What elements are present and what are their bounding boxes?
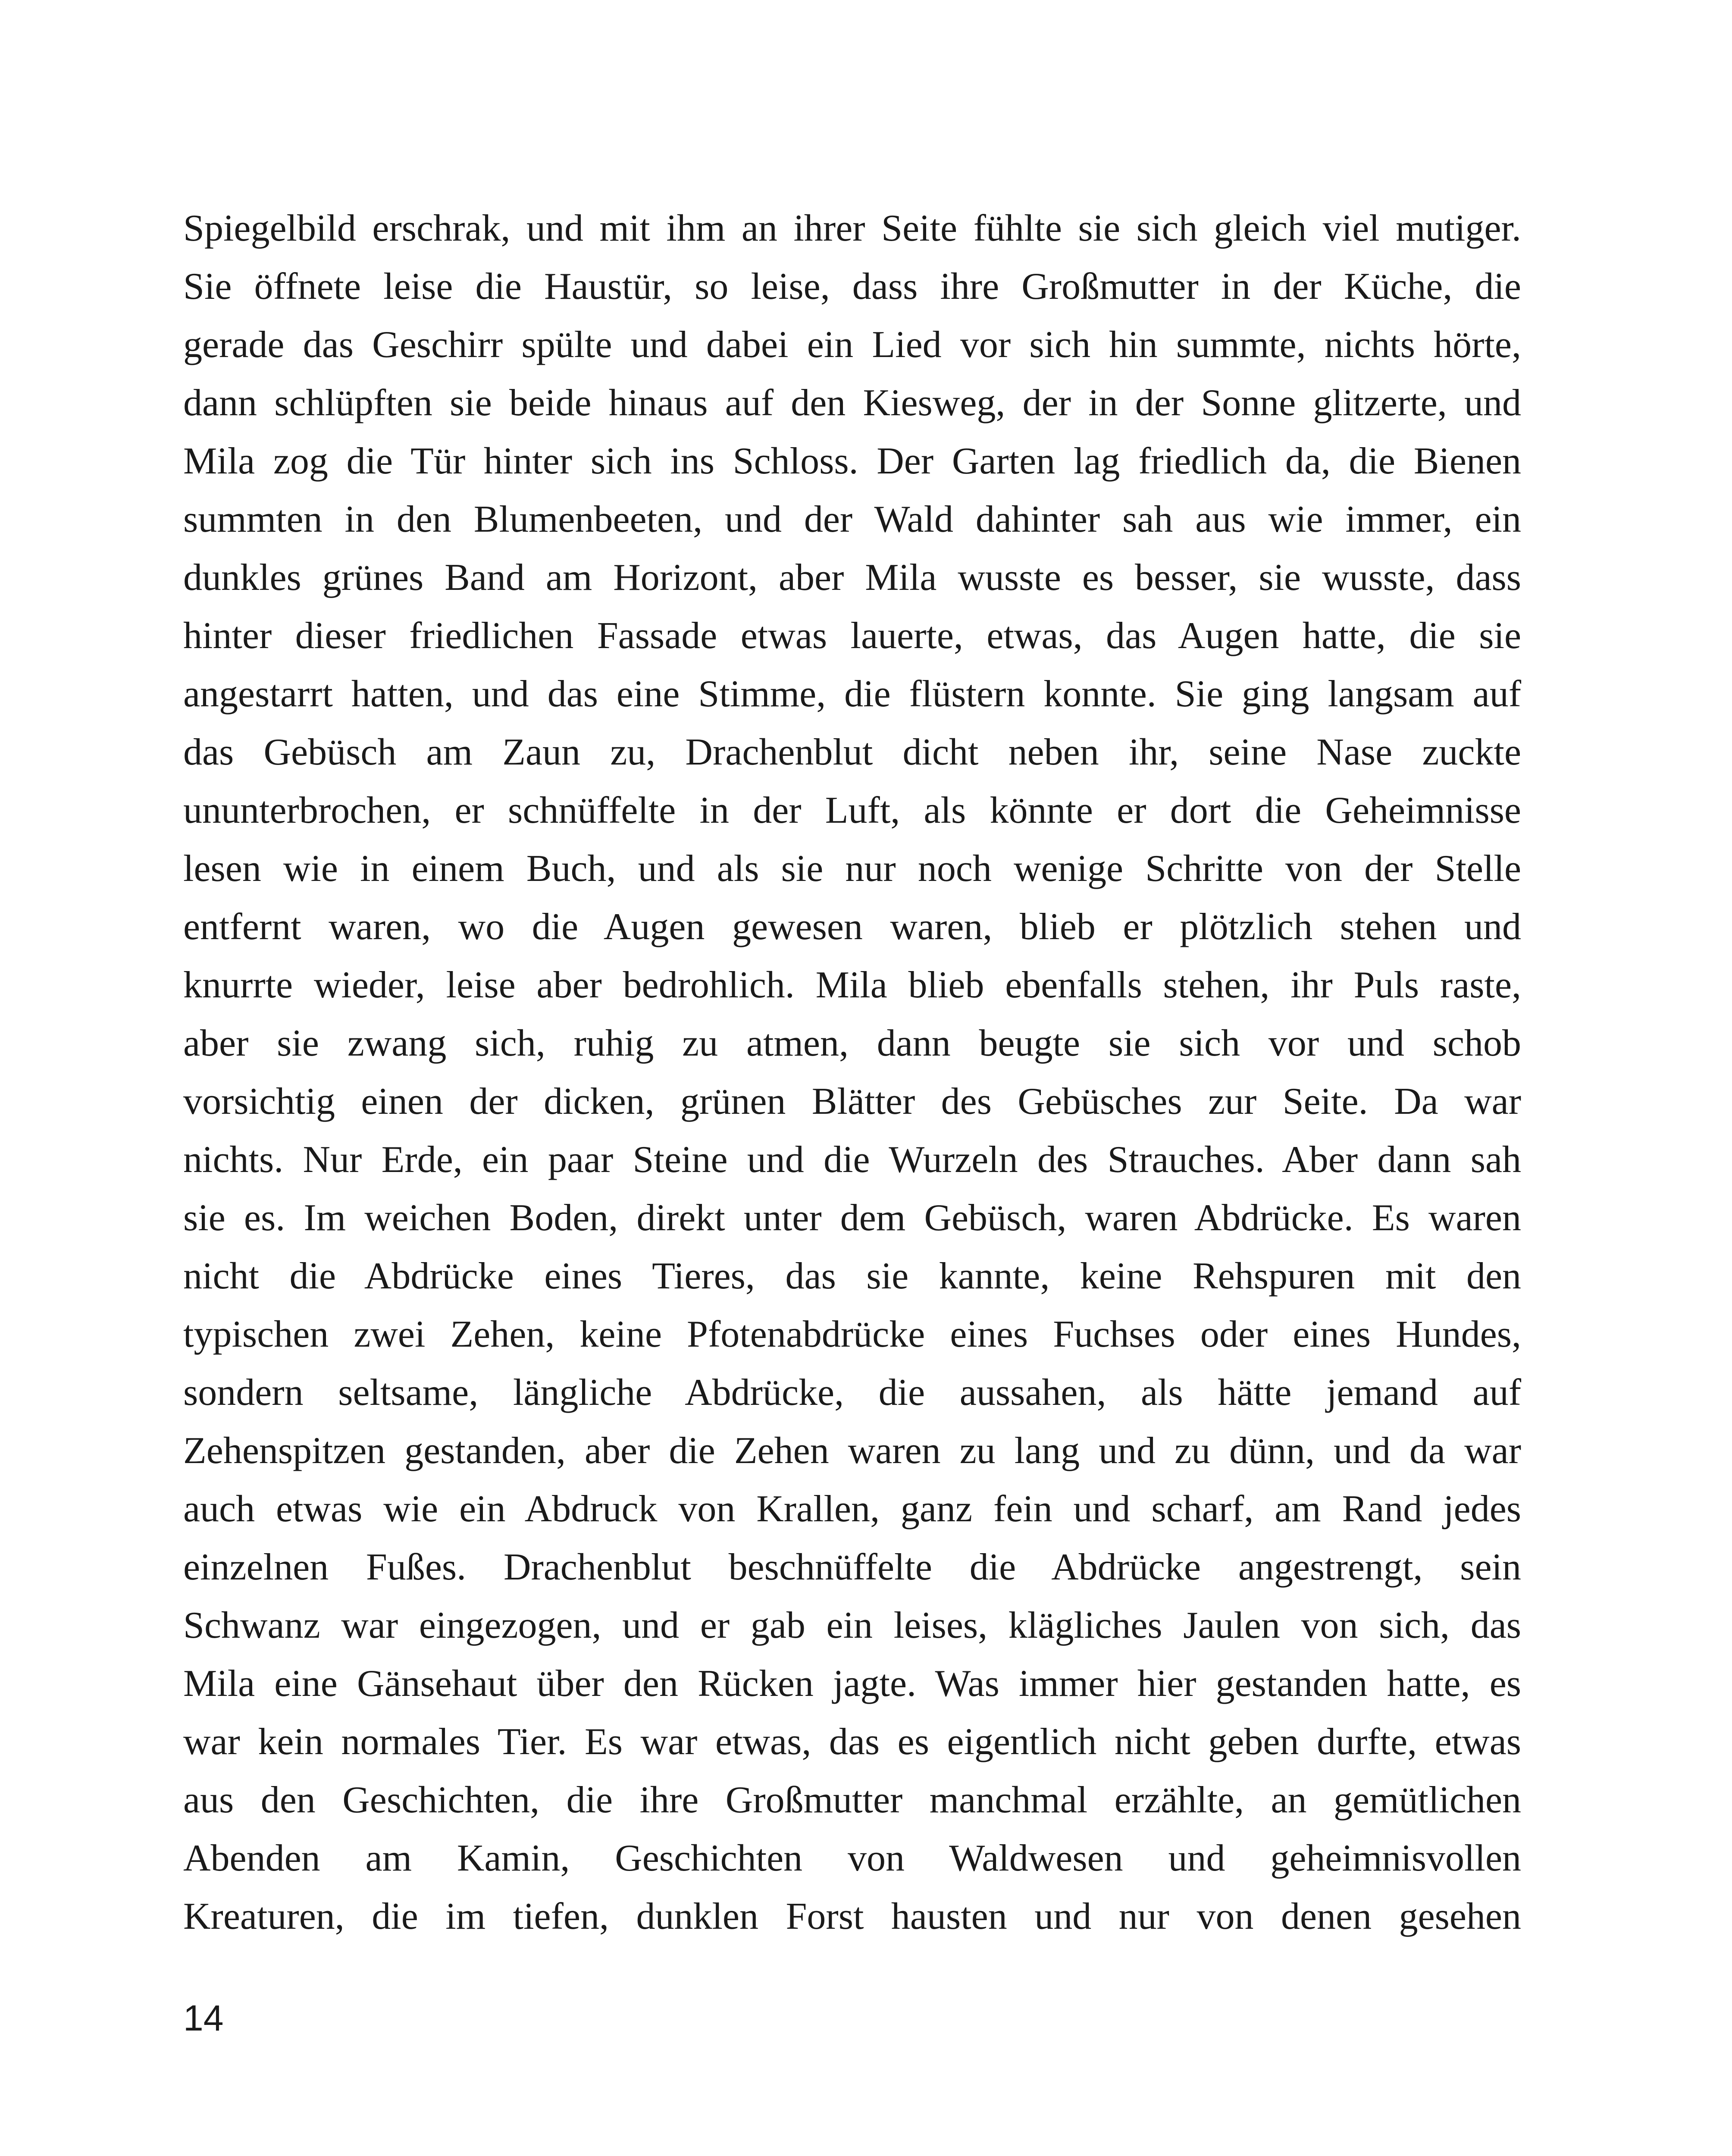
text-line: typischen zwei Zehen, keine Pfotenabdrücke eines Fuchses oder eines Hundes, [183, 1313, 1521, 1355]
text-line: entfernt waren, wo die Augen gewesen waren, blieb er plötzlich stehen und [183, 906, 1521, 948]
text-line: einzelnen Fußes. Drachenblut beschnüffelte die Abdrücke angestrengt, sein [183, 1546, 1521, 1588]
text-line: summten in den Blumenbeeten, und der Wald dahinter sah aus wie immer, ein [183, 498, 1521, 540]
text-line: das Gebüsch am Zaun zu, Drachenblut dicht neben ihr, seine Nase zuckte [183, 731, 1521, 773]
text-line: sondern seltsame, längliche Abdrücke, die aussahen, als hätte jemand auf [183, 1372, 1521, 1413]
text-line: Sie öffnete leise die Haustür, so leise, dass ihre Großmutter in der Küche, die [183, 266, 1521, 307]
text-line: aber sie zwang sich, ruhig zu atmen, dann beugte sie sich vor und schob [183, 1022, 1521, 1064]
text-line: Schwanz war eingezogen, und er gab ein leises, klägliches Jaulen von sich, das [183, 1604, 1521, 1646]
text-line: vorsichtig einen der dicken, grünen Blätter des Gebüsches zur Seite. Da war [183, 1081, 1521, 1122]
text-line: Abenden am Kamin, Geschichten von Waldwesen und geheimnisvollen [183, 1837, 1521, 1879]
text-line: ununterbrochen, er schnüffelte in der Luft, als könnte er dort die Geheimnisse [183, 790, 1521, 831]
text-line: Mila zog die Tür hinter sich ins Schloss. Der Garten lag friedlich da, die Bienen [183, 440, 1521, 482]
text-line: Spiegelbild erschrak, und mit ihm an ihrer Seite fühlte sie sich gleich viel mutiger. [183, 207, 1521, 249]
page-number: 14 [183, 1998, 224, 2038]
text-line: sie es. Im weichen Boden, direkt unter dem Gebüsch, waren Abdrücke. Es waren [183, 1197, 1521, 1239]
text-line: gerade das Geschirr spülte und dabei ein Lied vor sich hin summte, nichts hörte, [183, 324, 1521, 366]
body-text [183, 199, 1521, 1946]
text-line: hinter dieser friedlichen Fassade etwas lauerte, etwas, das Augen hatte, die sie [183, 615, 1521, 657]
text-line: war kein normales Tier. Es war etwas, das es eigentlich nicht geben durfte, etwas [183, 1721, 1521, 1763]
text-line: Mila eine Gänsehaut über den Rücken jagte. Was immer hier gestanden hatte, es [183, 1663, 1521, 1705]
text-line: aus den Geschichten, die ihre Großmutter manchmal erzählte, an gemütlichen [183, 1779, 1521, 1821]
text-line: nicht die Abdrücke eines Tieres, das sie kannte, keine Rehspuren mit den [183, 1255, 1521, 1297]
text-line: auch etwas wie ein Abdruck von Krallen, ganz fein und scharf, am Rand jedes [183, 1488, 1521, 1530]
text-line: knurrte wieder, leise aber bedrohlich. Mila blieb ebenfalls stehen, ihr Puls raste, [183, 964, 1521, 1006]
text-line: angestarrt hatten, und das eine Stimme, die flüstern konnte. Sie ging langsam auf [183, 673, 1521, 715]
text-line: Zehenspitzen gestanden, aber die Zehen waren zu lang und zu dünn, und da war [183, 1430, 1521, 1472]
text-line: lesen wie in einem Buch, und als sie nur noch wenige Schritte von der Stelle [183, 848, 1521, 890]
text-line: nichts. Nur Erde, ein paar Steine und die Wurzeln des Strauches. Aber dann sah [183, 1139, 1521, 1181]
text-line: dunkles grünes Band am Horizont, aber Mila wusste es besser, sie wusste, dass [183, 557, 1521, 599]
text-line: Kreaturen, die im tiefen, dunklen Forst hausten und nur von denen gesehen [183, 1896, 1521, 1937]
text-line: dann schlüpften sie beide hinaus auf den Kiesweg, der in der Sonne glitzerte, und [183, 382, 1521, 424]
